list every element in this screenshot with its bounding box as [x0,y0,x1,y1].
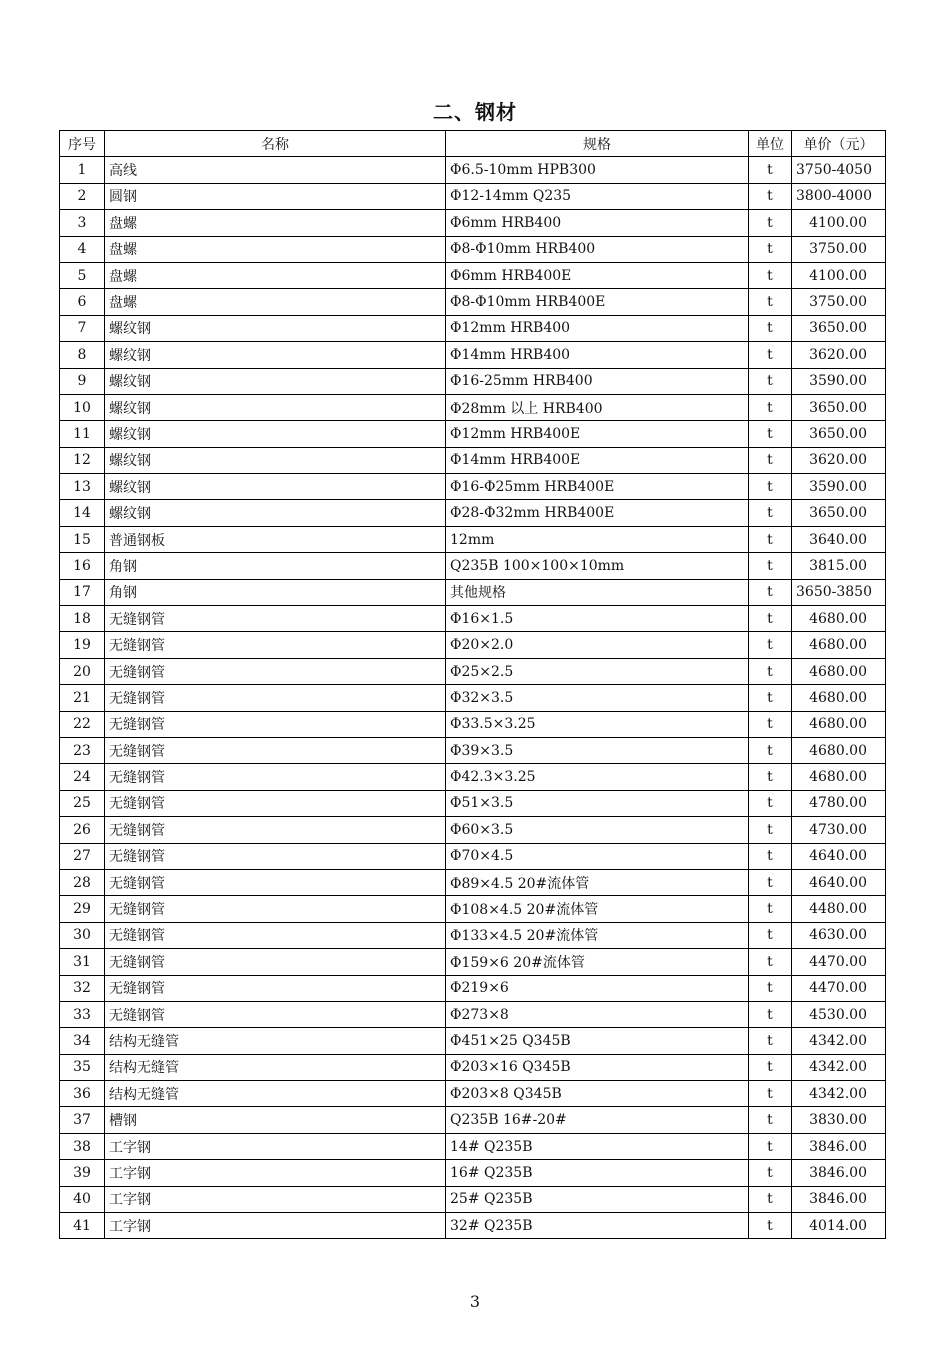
cell-spec: Φ14mm HRB400E [446,447,749,473]
cell-spec: Φ8-Φ10mm HRB400E [446,289,749,315]
cell-price: 3650.00 [792,315,886,341]
cell-price: 4680.00 [792,632,886,658]
cell-unit: t [749,790,792,816]
cell-name: 螺纹钢 [105,447,446,473]
cell-price: 3846.00 [792,1160,886,1186]
cell-spec: Φ108×4.5 20#流体管 [446,896,749,922]
cell-name: 工字钢 [105,1186,446,1212]
cell-unit: t [749,342,792,368]
cell-unit: t [749,421,792,447]
cell-name: 无缝钢管 [105,606,446,632]
cell-price: 4342.00 [792,1054,886,1080]
cell-unit: t [749,737,792,763]
cell-spec: Φ12mm HRB400 [446,315,749,341]
cell-unit: t [749,1107,792,1133]
table-row [60,922,886,948]
cell-unit: t [749,157,792,183]
header-price: 单价（元） [792,131,886,157]
cell-name: 无缝钢管 [105,658,446,684]
table-row [60,843,886,869]
cell-price: 3750.00 [792,236,886,262]
cell-spec: Φ273×8 [446,1001,749,1027]
cell-no: 17 [60,579,105,605]
cell-name: 无缝钢管 [105,737,446,763]
table-row [60,737,886,763]
cell-unit: t [749,658,792,684]
cell-name: 角钢 [105,553,446,579]
cell-unit: t [749,764,792,790]
cell-price: 3815.00 [792,553,886,579]
table-row [60,896,886,922]
cell-name: 工字钢 [105,1213,446,1239]
table-row [60,1054,886,1080]
cell-price: 3800-4000 [792,183,886,209]
table-row [60,1186,886,1212]
steel-price-table [59,130,886,1239]
cell-price: 3846.00 [792,1186,886,1212]
cell-no: 41 [60,1213,105,1239]
cell-spec: Φ39×3.5 [446,737,749,763]
cell-no: 26 [60,817,105,843]
cell-price: 3650.00 [792,394,886,420]
cell-price: 4680.00 [792,711,886,737]
table-row [60,817,886,843]
table-row [60,685,886,711]
cell-unit: t [749,711,792,737]
table-row [60,606,886,632]
cell-unit: t [749,394,792,420]
cell-spec: Φ6mm HRB400 [446,210,749,236]
cell-price: 4680.00 [792,685,886,711]
cell-spec: Φ6mm HRB400E [446,262,749,288]
cell-name: 无缝钢管 [105,869,446,895]
cell-name: 无缝钢管 [105,949,446,975]
cell-name: 结构无缝管 [105,1081,446,1107]
cell-unit: t [749,262,792,288]
cell-spec: Φ60×3.5 [446,817,749,843]
table-row [60,368,886,394]
cell-no: 8 [60,342,105,368]
table-row [60,421,886,447]
cell-unit: t [749,368,792,394]
table-row [60,1213,886,1239]
cell-spec: Φ203×8 Q345B [446,1081,749,1107]
cell-spec: Φ33.5×3.25 [446,711,749,737]
header-no: 序号 [60,131,105,157]
cell-name: 无缝钢管 [105,896,446,922]
cell-spec: Φ12-14mm Q235 [446,183,749,209]
cell-no: 31 [60,949,105,975]
cell-no: 40 [60,1186,105,1212]
cell-no: 30 [60,922,105,948]
cell-no: 33 [60,1001,105,1027]
cell-name: 普通钢板 [105,526,446,552]
cell-name: 无缝钢管 [105,790,446,816]
table-row [60,500,886,526]
cell-spec: Φ451×25 Q345B [446,1028,749,1054]
cell-price: 4470.00 [792,975,886,1001]
table-row [60,157,886,183]
cell-name: 盘螺 [105,236,446,262]
cell-spec: Φ203×16 Q345B [446,1054,749,1080]
cell-spec: 16# Q235B [446,1160,749,1186]
cell-spec: Φ70×4.5 [446,843,749,869]
cell-price: 4100.00 [792,262,886,288]
cell-unit: t [749,843,792,869]
table-row [60,262,886,288]
cell-spec: Φ20×2.0 [446,632,749,658]
cell-name: 螺纹钢 [105,342,446,368]
cell-price: 4640.00 [792,843,886,869]
cell-name: 盘螺 [105,210,446,236]
header-spec: 规格 [446,131,749,157]
cell-no: 24 [60,764,105,790]
table-header-row [60,131,886,157]
cell-spec: Φ28-Φ32mm HRB400E [446,500,749,526]
cell-unit: t [749,474,792,500]
cell-spec: Q235B 16#-20# [446,1107,749,1133]
table-row [60,1133,886,1159]
cell-spec: Φ8-Φ10mm HRB400 [446,236,749,262]
cell-name: 结构无缝管 [105,1028,446,1054]
cell-unit: t [749,685,792,711]
cell-price: 3620.00 [792,447,886,473]
cell-unit: t [749,1001,792,1027]
cell-no: 20 [60,658,105,684]
table-row [60,949,886,975]
cell-unit: t [749,632,792,658]
table-row [60,1001,886,1027]
cell-spec: 其他规格 [446,579,749,605]
cell-name: 工字钢 [105,1133,446,1159]
cell-unit: t [749,526,792,552]
cell-no: 18 [60,606,105,632]
table-row [60,553,886,579]
cell-no: 16 [60,553,105,579]
cell-unit: t [749,1160,792,1186]
cell-no: 35 [60,1054,105,1080]
cell-price: 4342.00 [792,1081,886,1107]
table-row [60,975,886,1001]
header-name: 名称 [105,131,446,157]
cell-unit: t [749,1133,792,1159]
cell-spec: Φ133×4.5 20#流体管 [446,922,749,948]
cell-unit: t [749,500,792,526]
cell-unit: t [749,447,792,473]
cell-price: 3650-3850 [792,579,886,605]
cell-name: 无缝钢管 [105,685,446,711]
cell-no: 5 [60,262,105,288]
table-row [60,869,886,895]
page-title: 二、钢材 [433,100,517,124]
cell-price: 3650.00 [792,500,886,526]
cell-name: 盘螺 [105,289,446,315]
cell-spec: 25# Q235B [446,1186,749,1212]
cell-name: 角钢 [105,579,446,605]
page-number: 3 [469,1292,481,1311]
cell-name: 螺纹钢 [105,421,446,447]
table-row [60,632,886,658]
table-row [60,1160,886,1186]
table-row [60,579,886,605]
cell-spec: Φ16×1.5 [446,606,749,632]
cell-no: 3 [60,210,105,236]
cell-unit: t [749,1213,792,1239]
cell-unit: t [749,606,792,632]
cell-no: 21 [60,685,105,711]
cell-spec: Φ12mm HRB400E [446,421,749,447]
cell-no: 13 [60,474,105,500]
cell-spec: Φ42.3×3.25 [446,764,749,790]
cell-unit: t [749,1081,792,1107]
cell-price: 3640.00 [792,526,886,552]
cell-no: 22 [60,711,105,737]
cell-no: 19 [60,632,105,658]
table-row [60,658,886,684]
cell-price: 4730.00 [792,817,886,843]
cell-price: 4680.00 [792,764,886,790]
cell-unit: t [749,553,792,579]
cell-name: 螺纹钢 [105,394,446,420]
cell-unit: t [749,236,792,262]
table-row [60,711,886,737]
cell-price: 4780.00 [792,790,886,816]
cell-price: 3846.00 [792,1133,886,1159]
cell-price: 3590.00 [792,474,886,500]
cell-name: 槽钢 [105,1107,446,1133]
table-row [60,1081,886,1107]
cell-no: 9 [60,368,105,394]
table-row [60,183,886,209]
cell-price: 3590.00 [792,368,886,394]
cell-no: 1 [60,157,105,183]
cell-spec: Q235B 100×100×10mm [446,553,749,579]
cell-no: 2 [60,183,105,209]
cell-no: 15 [60,526,105,552]
cell-name: 无缝钢管 [105,1001,446,1027]
table-row [60,790,886,816]
cell-no: 4 [60,236,105,262]
cell-price: 4640.00 [792,869,886,895]
cell-spec: Φ89×4.5 20#流体管 [446,869,749,895]
cell-name: 螺纹钢 [105,315,446,341]
cell-unit: t [749,210,792,236]
table-row [60,210,886,236]
cell-unit: t [749,922,792,948]
cell-price: 4014.00 [792,1213,886,1239]
cell-name: 无缝钢管 [105,817,446,843]
cell-unit: t [749,289,792,315]
cell-unit: t [749,1054,792,1080]
cell-unit: t [749,1028,792,1054]
cell-name: 无缝钢管 [105,632,446,658]
cell-spec: Φ16-Φ25mm HRB400E [446,474,749,500]
cell-no: 23 [60,737,105,763]
cell-no: 38 [60,1133,105,1159]
cell-price: 3830.00 [792,1107,886,1133]
cell-spec: Φ16-25mm HRB400 [446,368,749,394]
cell-no: 39 [60,1160,105,1186]
cell-name: 无缝钢管 [105,764,446,790]
table-row [60,236,886,262]
cell-price: 4680.00 [792,658,886,684]
cell-name: 无缝钢管 [105,711,446,737]
cell-no: 11 [60,421,105,447]
cell-spec: Φ219×6 [446,975,749,1001]
cell-no: 7 [60,315,105,341]
table-row [60,526,886,552]
cell-price: 4680.00 [792,606,886,632]
cell-unit: t [749,183,792,209]
cell-spec: Φ14mm HRB400 [446,342,749,368]
cell-spec: Φ32×3.5 [446,685,749,711]
cell-name: 结构无缝管 [105,1054,446,1080]
table-row [60,342,886,368]
cell-no: 32 [60,975,105,1001]
header-unit: 单位 [749,131,792,157]
cell-spec: Φ159×6 20#流体管 [446,949,749,975]
cell-name: 圆钢 [105,183,446,209]
cell-name: 螺纹钢 [105,474,446,500]
table-row [60,447,886,473]
table-row [60,474,886,500]
cell-no: 14 [60,500,105,526]
cell-unit: t [749,817,792,843]
cell-spec: Φ51×3.5 [446,790,749,816]
cell-no: 28 [60,869,105,895]
cell-unit: t [749,579,792,605]
cell-price: 3650.00 [792,421,886,447]
table-row [60,1028,886,1054]
table-row [60,1107,886,1133]
cell-name: 螺纹钢 [105,368,446,394]
cell-name: 工字钢 [105,1160,446,1186]
cell-no: 34 [60,1028,105,1054]
cell-unit: t [749,949,792,975]
cell-spec: Φ25×2.5 [446,658,749,684]
cell-no: 27 [60,843,105,869]
cell-price: 4100.00 [792,210,886,236]
cell-no: 12 [60,447,105,473]
cell-no: 37 [60,1107,105,1133]
cell-price: 4470.00 [792,949,886,975]
cell-name: 无缝钢管 [105,922,446,948]
cell-price: 3750-4050 [792,157,886,183]
cell-spec: 14# Q235B [446,1133,749,1159]
cell-no: 6 [60,289,105,315]
cell-unit: t [749,869,792,895]
cell-unit: t [749,1186,792,1212]
cell-price: 3750.00 [792,289,886,315]
cell-name: 高线 [105,157,446,183]
table-row [60,394,886,420]
cell-name: 无缝钢管 [105,843,446,869]
cell-name: 盘螺 [105,262,446,288]
cell-no: 25 [60,790,105,816]
cell-price: 4630.00 [792,922,886,948]
cell-price: 4480.00 [792,896,886,922]
cell-no: 36 [60,1081,105,1107]
cell-spec: 12mm [446,526,749,552]
cell-no: 10 [60,394,105,420]
cell-name: 无缝钢管 [105,975,446,1001]
cell-name: 螺纹钢 [105,500,446,526]
cell-price: 3620.00 [792,342,886,368]
cell-unit: t [749,975,792,1001]
cell-spec: Φ6.5-10mm HPB300 [446,157,749,183]
cell-spec: Φ28mm 以上 HRB400 [446,394,749,420]
cell-price: 4680.00 [792,737,886,763]
cell-spec: 32# Q235B [446,1213,749,1239]
cell-unit: t [749,315,792,341]
cell-no: 29 [60,896,105,922]
cell-unit: t [749,896,792,922]
table-row [60,289,886,315]
cell-price: 4530.00 [792,1001,886,1027]
table-row [60,315,886,341]
table-row [60,764,886,790]
cell-price: 4342.00 [792,1028,886,1054]
